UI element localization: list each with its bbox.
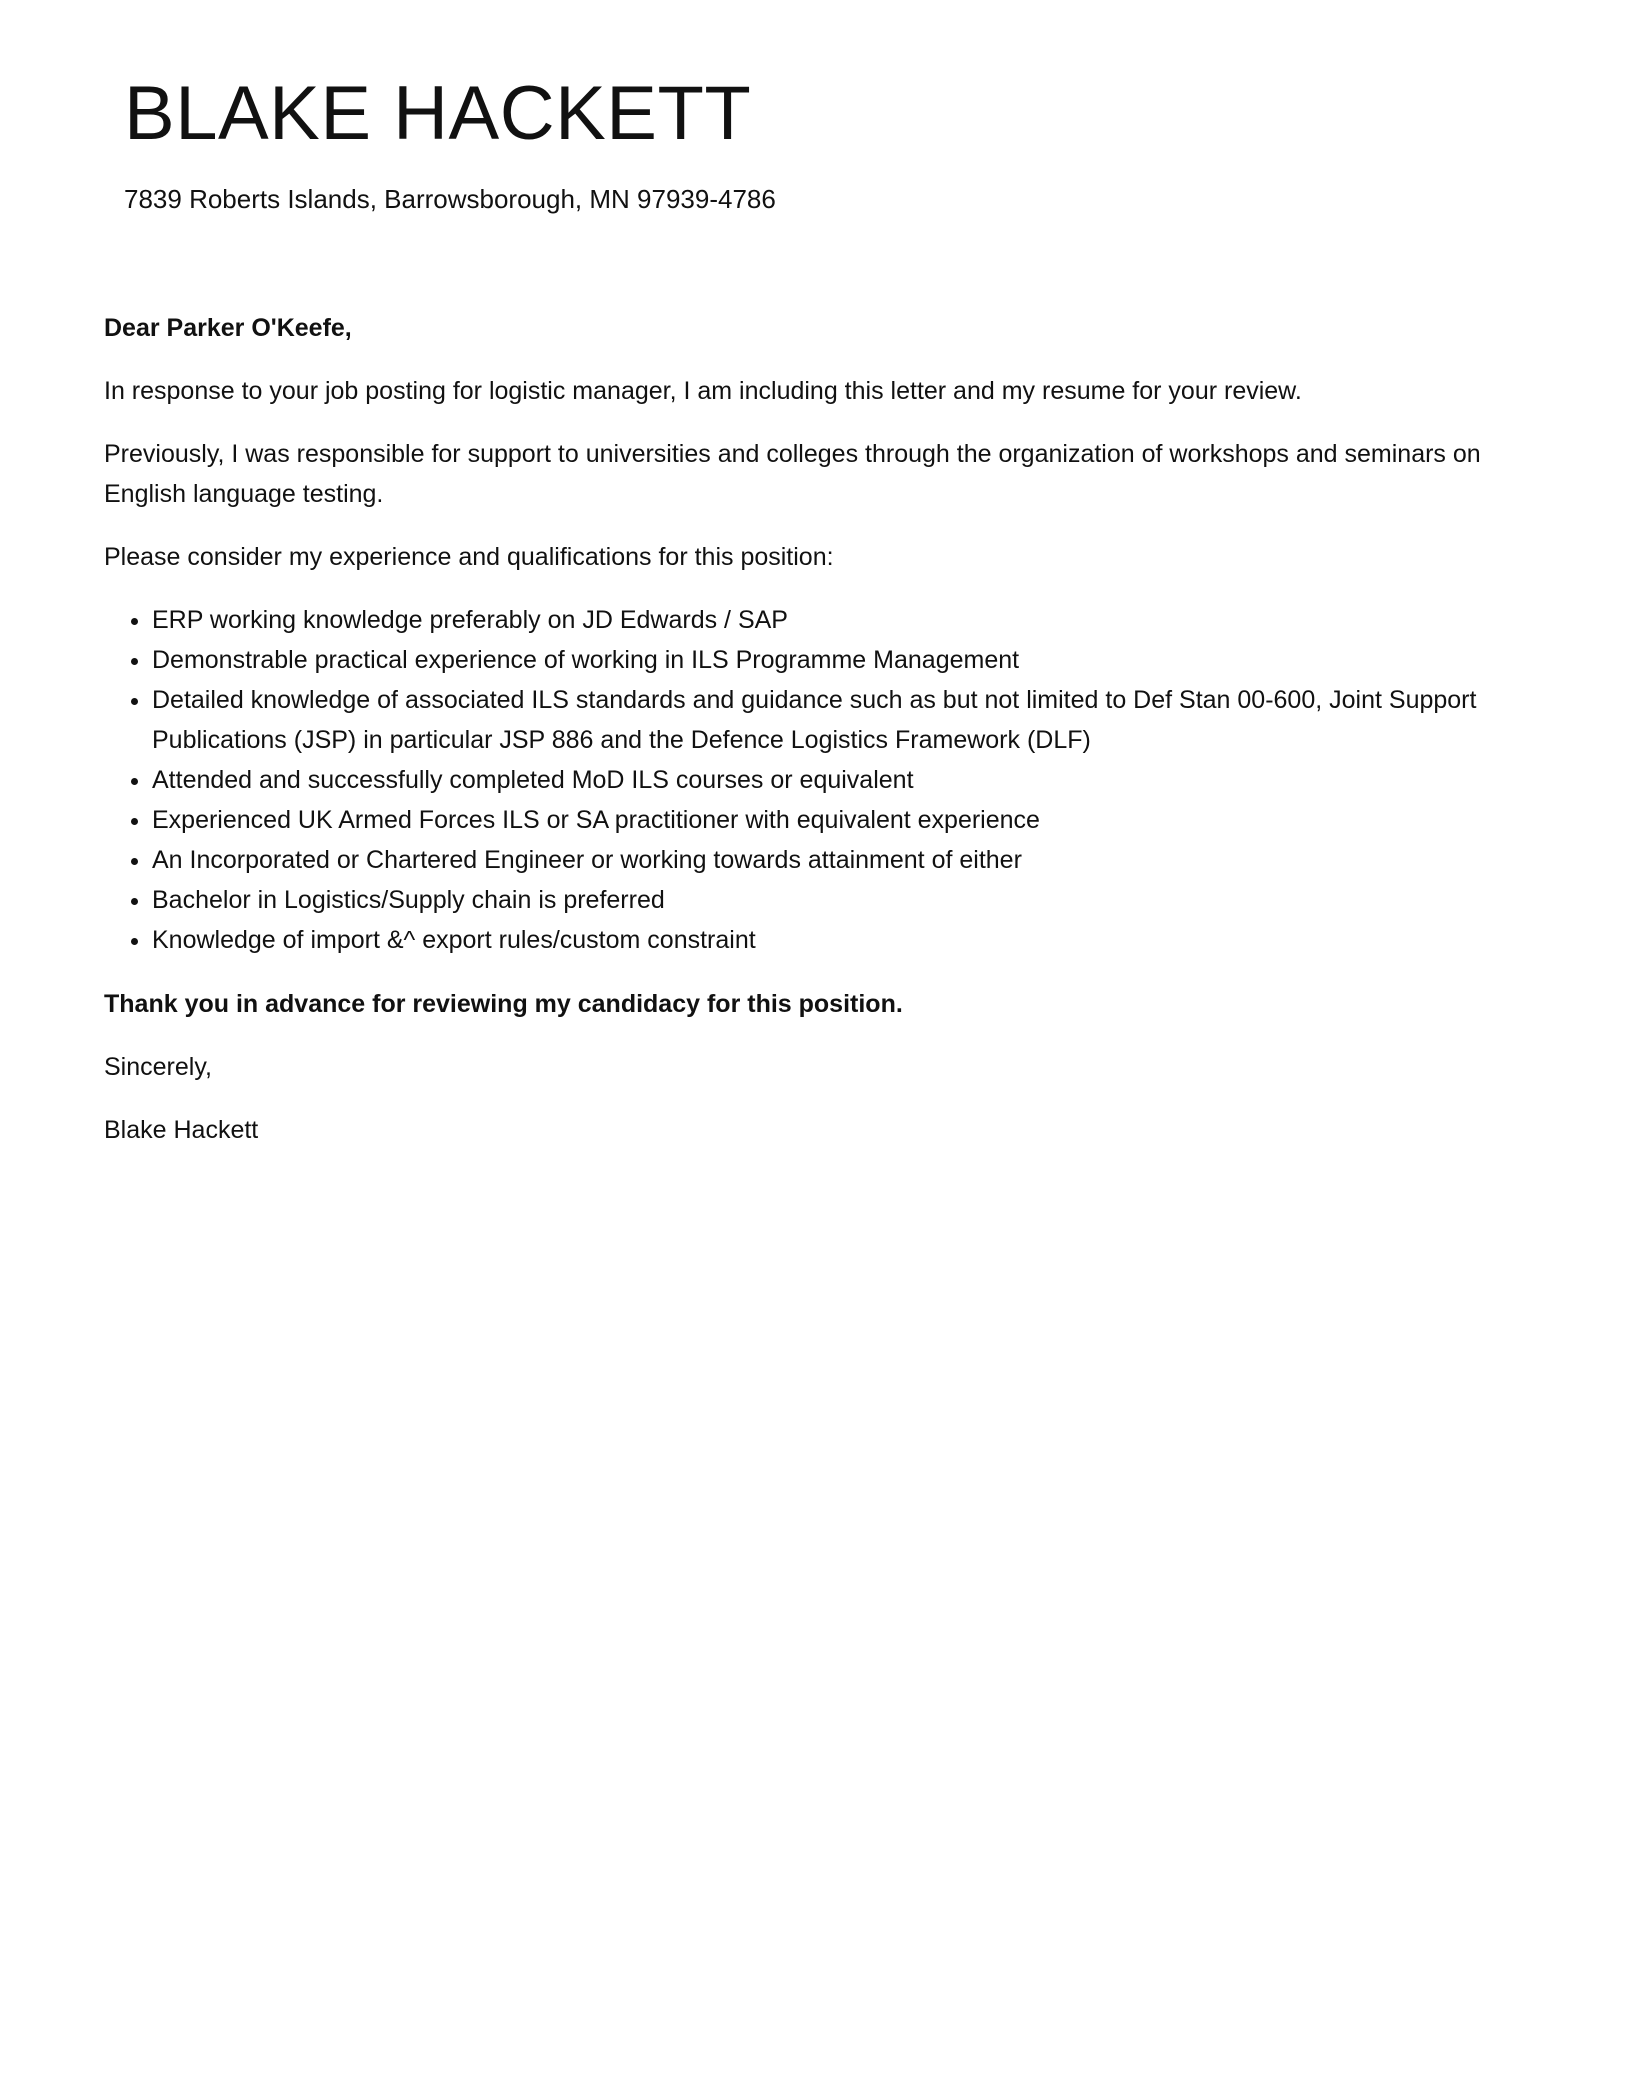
applicant-address: 7839 Roberts Islands, Barrowsborough, MN 97939-4786 xyxy=(124,184,776,214)
list-item: • Attended and successfully completed MoD ILS courses or equivalent xyxy=(152,760,1532,800)
list-item: • Bachelor in Logistics/Supply chain is preferred xyxy=(152,880,1532,920)
letter-body xyxy=(104,308,1532,1173)
list-item: • ERP working knowledge preferably on JD Edwards / SAP xyxy=(152,600,1532,640)
list-item: • Knowledge of import &^ export rules/custom constraint xyxy=(152,920,1532,960)
experience-paragraph: Previously, I was responsible for support to universities and colleges through the organization of workshops and seminars on English language testing. xyxy=(104,440,1481,508)
list-item: • Demonstrable practical experience of working in ILS Programme Management xyxy=(152,640,1532,680)
salutation: Dear Parker O'Keefe, xyxy=(104,314,352,342)
qualifications-intro: Please consider my experience and qualifications for this position: xyxy=(104,543,834,571)
list-item: • Experienced UK Armed Forces ILS or SA practitioner with equivalent experience xyxy=(152,800,1532,840)
list-item: • An Incorporated or Chartered Engineer or working towards attainment of either xyxy=(152,840,1532,880)
list-item: • Detailed knowledge of associated ILS standards and guidance such as but not limited to Def Stan 00-600, Joint Support Publications (JSP) in particular JSP 886 and the Defence Logistics Framework (DLF) xyxy=(152,680,1532,760)
thank-you-line: Thank you in advance for reviewing my candidacy for this position. xyxy=(104,990,903,1018)
closing: Sincerely, xyxy=(104,1053,212,1081)
applicant-name: BLAKE HACKETT xyxy=(124,71,752,156)
signature: Blake Hackett xyxy=(104,1116,259,1144)
qualifications-list xyxy=(104,600,1532,960)
intro-paragraph: In response to your job posting for logistic manager, I am including this letter and my resume for your review. xyxy=(104,377,1302,405)
